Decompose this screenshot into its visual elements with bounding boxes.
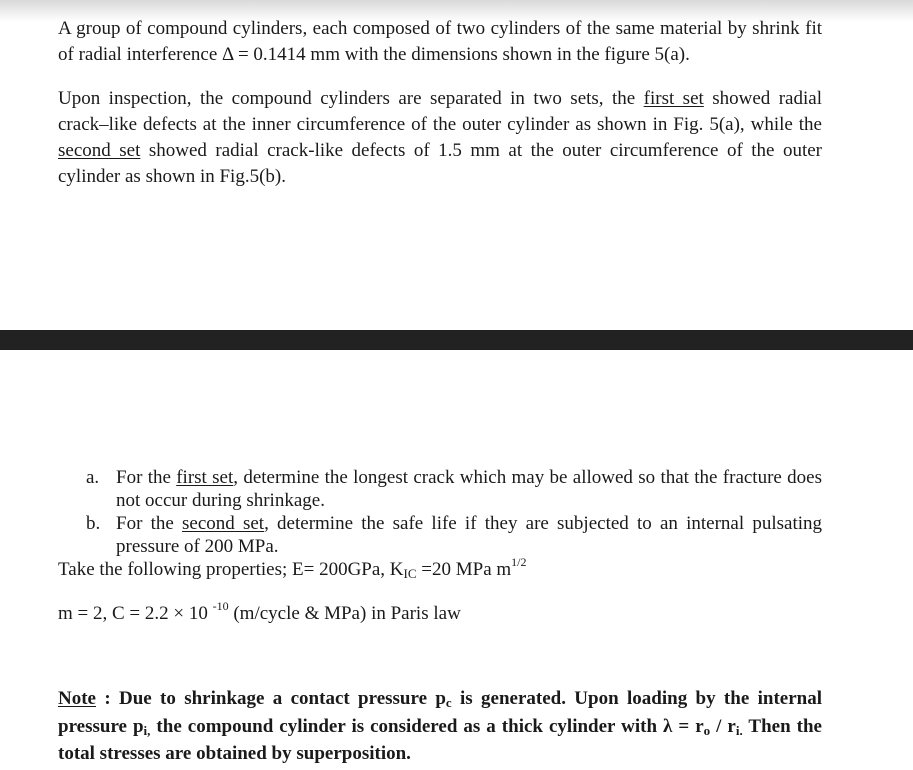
section-divider-bar xyxy=(0,330,913,350)
material-properties-line: Take the following properties; E= 200GPa, $K_{IC} =20$ MPa $m^{1/2}$ xyxy=(58,555,527,581)
first-set-term: first set xyxy=(643,88,704,109)
intro-paragraph: A group of compound cylinders, each composed of two cylinders of the same material by shrink fit of radial interference Δ = 0.1414 mm with the dimensions shown in the figure 5(a). xyxy=(58,18,822,65)
question-a xyxy=(86,466,822,512)
question-marker: b. xyxy=(86,513,101,534)
kic-subscript: IC xyxy=(403,566,417,581)
inspection-text-3: showed radial crack-like defects of 1.5 mm at the outer circumference of the outer cylinder as shown in Fig.5(b). xyxy=(58,140,822,187)
exponent-half: 1/2 xyxy=(511,555,527,569)
question-text: For the first set, determine the longest crack which may be allowed so that the fracture does not occur during shrinkage. xyxy=(116,467,822,511)
paris-law-line: m = 2, C = 2.2 × 10 $^{-10}$ (m/cycle & MPa) in Paris law xyxy=(58,599,461,624)
inspection-paragraph xyxy=(58,86,822,190)
second-set-term: second set xyxy=(182,513,265,534)
first-set-term: first set xyxy=(176,467,234,488)
question-b xyxy=(86,512,822,558)
note-paragraph: Note : Due to shrinkage a contact pressure $p_c$ is generated. Upon loading by the internal pressure $p_{i,}$ the compound cylinder is considered as a thick cylinder with $\lambda = r_o / r_{i.}$ Then the total stresses are obtained by superposition. xyxy=(58,688,822,764)
inspection-text-2: showed radial crack–like defects at the inner circumference of the outer cylinder as shown in Fig. 5(a), while the xyxy=(58,88,822,135)
note-label: Note xyxy=(58,688,96,709)
inspection-text-1: Upon inspection, the compound cylinders are separated in two sets, the xyxy=(58,88,644,109)
question-marker: a. xyxy=(86,467,100,488)
questions-list xyxy=(86,466,822,558)
question-text: For the second set, determine the safe life if they are subjected to an internal pulsating pressure of 200 MPa. xyxy=(116,513,823,557)
second-set-term: second set xyxy=(58,140,141,161)
exponent-minus-ten: -10 xyxy=(212,599,229,613)
